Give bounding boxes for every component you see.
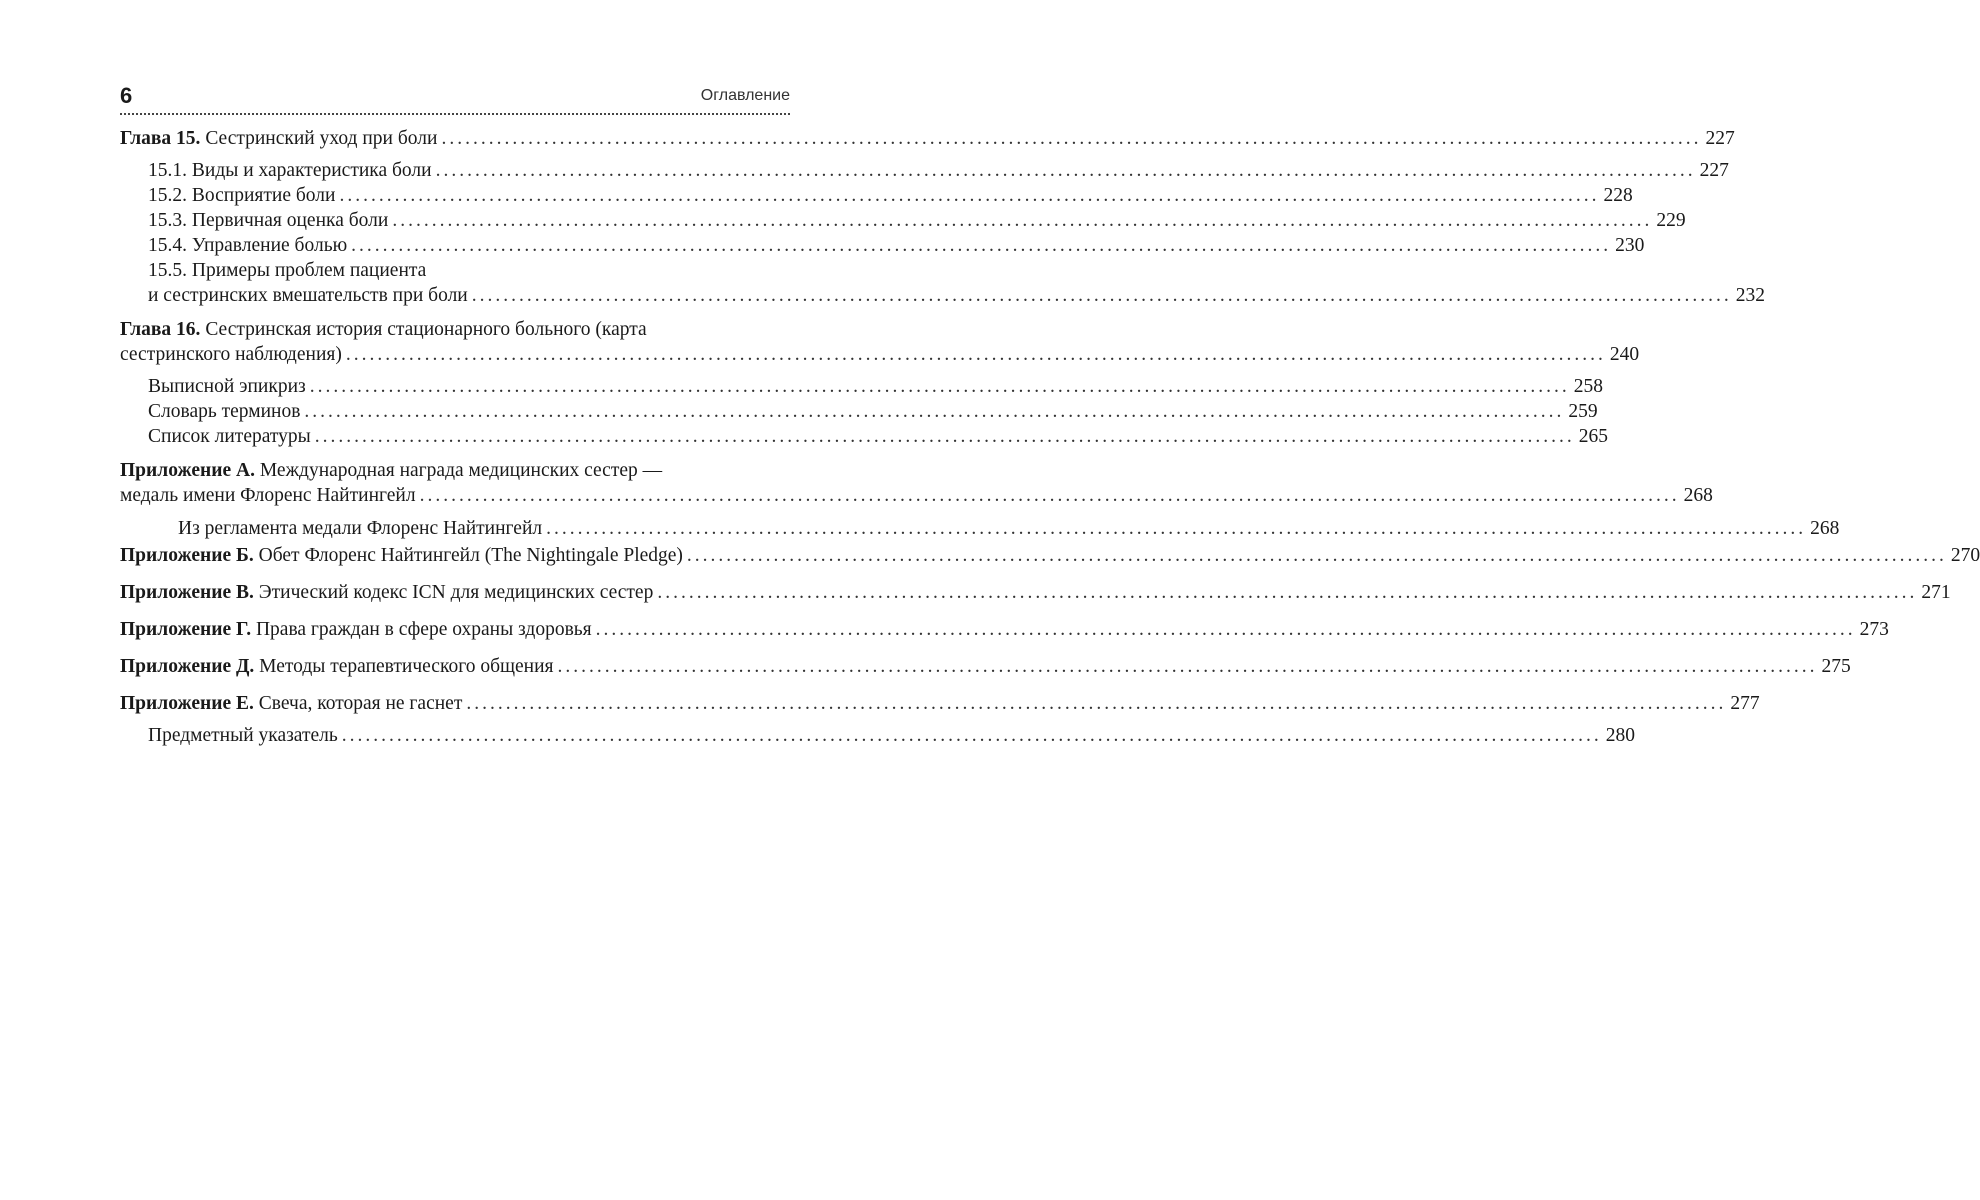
toc-page-number: 280 xyxy=(1605,725,1636,746)
toc-label: Приложение Б. xyxy=(120,545,254,566)
toc-title: Методы терапевтического общения xyxy=(259,656,554,677)
dot-leader: ................................................................................................................................................................ xyxy=(341,725,1602,746)
toc-page-number: 229 xyxy=(1656,210,1686,231)
toc-page-number: 270 xyxy=(1950,545,1980,566)
toc-page-number: 265 xyxy=(1578,426,1608,447)
toc-entry-chapter-15 xyxy=(120,126,1735,151)
toc-title: 15.1. Виды и характеристика боли xyxy=(148,160,432,181)
toc-page-number: 268 xyxy=(1810,518,1840,539)
toc-page-number: 258 xyxy=(1573,376,1603,397)
toc-title: Свеча, которая не гаснет xyxy=(258,693,463,714)
dot-leader: ................................................................................................................................................................ xyxy=(339,185,1600,206)
toc-entry-appendix-v xyxy=(120,580,1951,605)
toc-entry-chapter-16 xyxy=(120,317,1640,367)
toc-title: Список литературы xyxy=(148,426,311,447)
toc-entry-glossary xyxy=(120,399,1598,424)
dot-leader: ................................................................................................................................................................ xyxy=(345,344,1606,365)
dot-leader: ................................................................................................................................................................ xyxy=(557,656,1818,677)
dot-leader: ................................................................................................................................................................ xyxy=(686,545,1947,566)
dot-leader: ................................................................................................................................................................ xyxy=(546,518,1807,539)
toc-entry-appendix-b xyxy=(120,543,1980,568)
toc-title: Обет Флоренс Найтингейл (The Nightingale Pledge) xyxy=(258,545,683,566)
toc-title: Словарь терминов xyxy=(148,401,301,422)
toc-entry-appendix-d xyxy=(120,654,1851,679)
toc-label: Глава 16. xyxy=(120,319,201,340)
dot-leader: ................................................................................................................................................................ xyxy=(392,210,1653,231)
toc-entry-appendix-e xyxy=(120,691,1760,716)
toc-page-number: 271 xyxy=(1921,582,1951,603)
section-title: Оглавление xyxy=(700,87,790,104)
dot-leader: ................................................................................................................................................................ xyxy=(351,235,1612,256)
dot-leader: ................................................................................................................................................................ xyxy=(419,485,1680,506)
toc-entry-appendix-a xyxy=(120,458,1713,508)
toc-title-continued: и сестринских вмешательств при боли xyxy=(148,285,468,306)
dot-leader: ................................................................................................................................................................ xyxy=(309,376,1570,397)
running-head xyxy=(120,84,790,110)
toc-entry-appendix-g xyxy=(120,617,1889,642)
toc-title: Права граждан в сфере охраны здоровья xyxy=(255,619,592,640)
toc-title: Выписной эпикриз xyxy=(148,376,306,397)
dot-leader: ................................................................................................................................................................ xyxy=(435,160,1696,181)
toc-title: 15.3. Первичная оценка боли xyxy=(148,210,389,231)
toc-entry-appendix-a-regulation xyxy=(120,516,1840,541)
dot-leader: ................................................................................................................................................................ xyxy=(657,582,1918,603)
toc-page-number: 230 xyxy=(1615,235,1645,256)
toc-title-continued: сестринского наблюдения) xyxy=(120,344,342,365)
toc-entry-subject-index xyxy=(120,723,1636,748)
dot-leader: ................................................................................................................................................................ xyxy=(471,285,1732,306)
toc-title: Сестринский уход при боли xyxy=(205,128,438,149)
toc-title-continued: медаль имени Флоренс Найтингейл xyxy=(120,485,416,506)
toc-page-number: 273 xyxy=(1859,619,1889,640)
toc-title: Этический кодекс ICN для медицинских сестер xyxy=(258,582,654,603)
toc-page-number: 277 xyxy=(1730,693,1760,714)
table-of-contents xyxy=(120,126,1980,748)
toc-entry-15-1 xyxy=(120,158,1729,183)
toc-label: Приложение Д. xyxy=(120,656,255,677)
dot-leader: ................................................................................................................................................................ xyxy=(595,619,1856,640)
dot-leader: ................................................................................................................................................................ xyxy=(466,693,1727,714)
toc-page-number: 227 xyxy=(1705,128,1735,149)
dot-leader: ................................................................................................................................................................ xyxy=(441,128,1702,149)
toc-label: Приложение А. xyxy=(120,460,255,481)
toc-title: 15.2. Восприятие боли xyxy=(148,185,336,206)
toc-entry-15-2 xyxy=(120,183,1633,208)
toc-title: Сестринская история стационарного больного (карта xyxy=(205,319,647,340)
dot-leader: ................................................................................................................................................................ xyxy=(304,401,1565,422)
toc-title: Предметный указатель xyxy=(148,725,338,746)
toc-title: Международная награда медицинских сестер — xyxy=(259,460,663,481)
page-number: 6 xyxy=(120,83,133,108)
toc-page-number: 240 xyxy=(1609,344,1640,365)
toc-title: 15.5. Примеры проблем пациента xyxy=(148,260,427,281)
toc-label: Глава 15. xyxy=(120,128,201,149)
toc-entry-references xyxy=(120,424,1608,449)
toc-page-number: 232 xyxy=(1735,285,1765,306)
toc-entry-epicrisis xyxy=(120,374,1603,399)
toc-page-number: 275 xyxy=(1821,656,1851,677)
toc-entry-15-5 xyxy=(120,258,1765,308)
toc-title: Из регламента медали Флоренс Найтингейл xyxy=(178,518,543,539)
toc-page-number: 228 xyxy=(1603,185,1633,206)
toc-entry-15-3 xyxy=(120,208,1686,233)
toc-title: 15.4. Управление болью xyxy=(148,235,348,256)
toc-page-number: 268 xyxy=(1683,485,1713,506)
header-dotted-rule xyxy=(120,113,790,115)
toc-label: Приложение В. xyxy=(120,582,254,603)
toc-entry-15-4 xyxy=(120,233,1645,258)
toc-label: Приложение Е. xyxy=(120,693,254,714)
toc-page-number: 259 xyxy=(1568,401,1598,422)
dot-leader: ................................................................................................................................................................ xyxy=(314,426,1575,447)
toc-label: Приложение Г. xyxy=(120,619,252,640)
toc-page-number: 227 xyxy=(1699,160,1729,181)
